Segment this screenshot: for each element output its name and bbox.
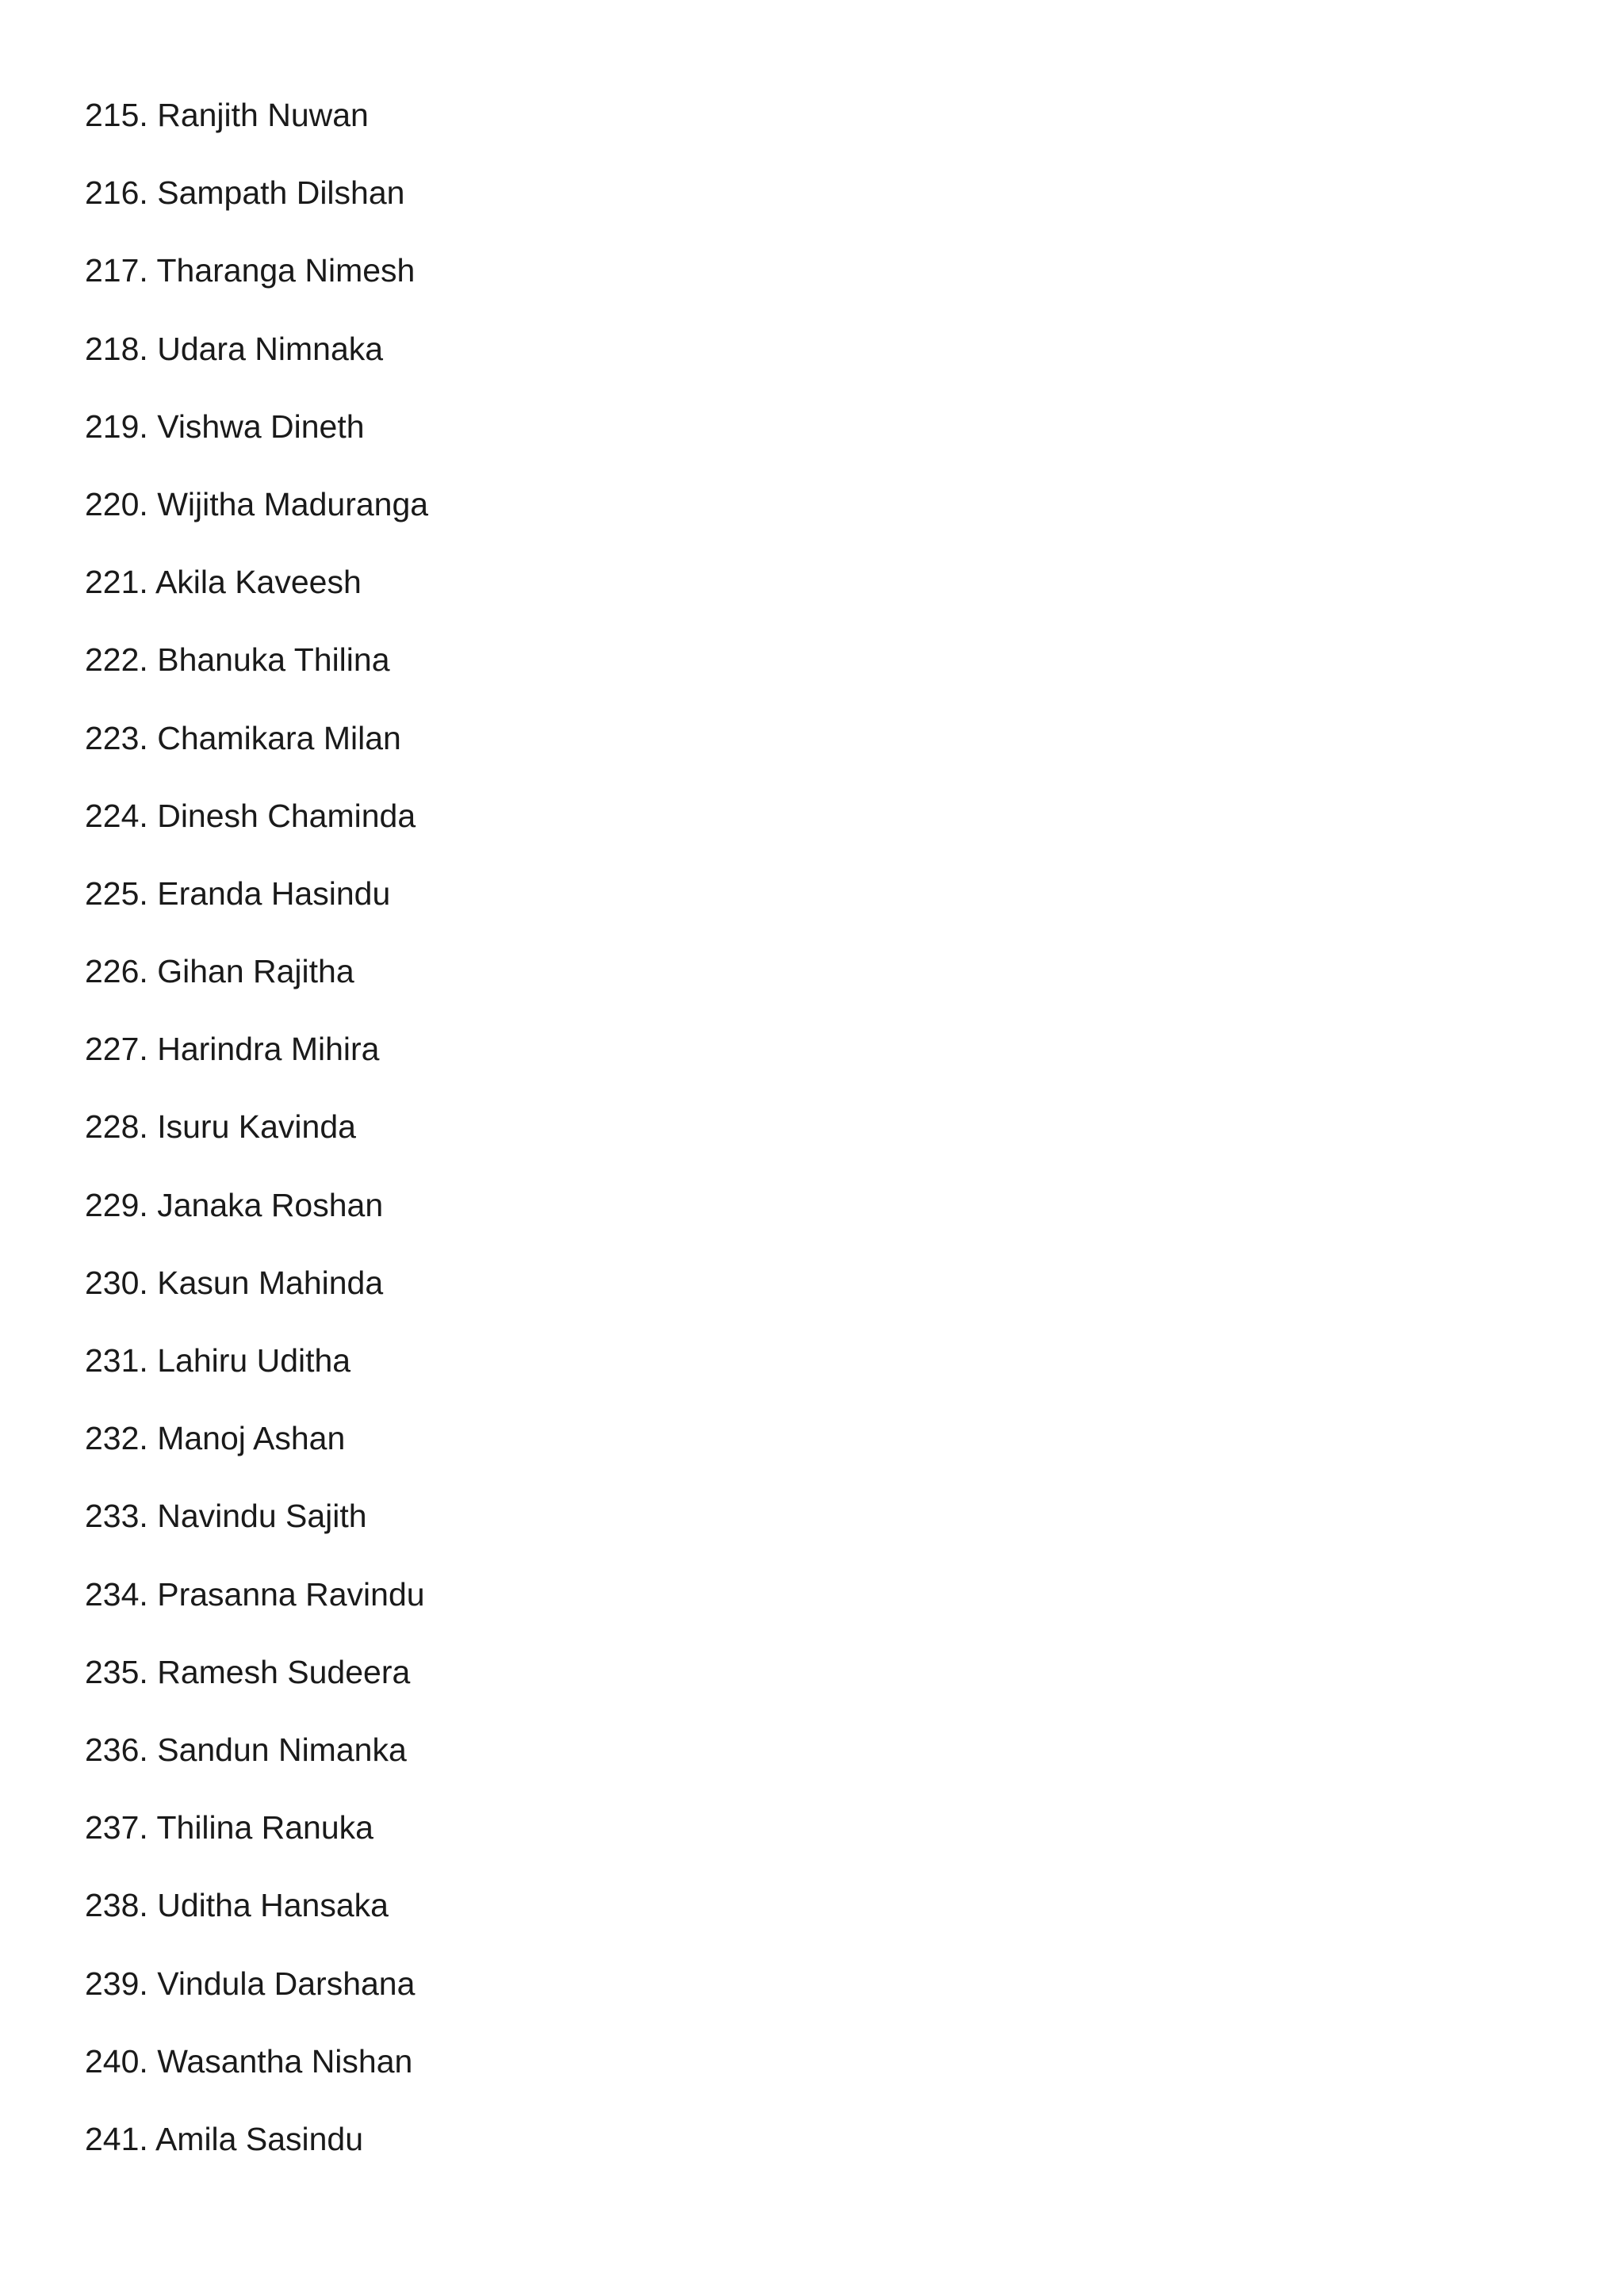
list-item-number: 223. — [85, 719, 148, 756]
list-item-number: 218. — [85, 330, 148, 367]
list-item — [85, 2032, 428, 2110]
list-item-name: Wijitha Maduranga — [157, 485, 429, 522]
list-item — [85, 1798, 428, 1876]
list-item — [85, 475, 428, 553]
list-item-name: Vindula Darshana — [157, 1965, 416, 2002]
list-item — [85, 86, 428, 163]
list-item — [85, 1409, 428, 1487]
list-item-number: 241. — [85, 2120, 148, 2157]
list-item-number: 222. — [85, 641, 148, 679]
list-item-number: 240. — [85, 2042, 148, 2080]
list-item-number: 235. — [85, 1653, 148, 1690]
list-item-number: 215. — [85, 97, 148, 133]
list-item — [85, 864, 428, 942]
list-item-number: 221. — [85, 564, 148, 601]
list-item-number: 217. — [85, 252, 148, 289]
list-item-number: 238. — [85, 1887, 148, 1924]
list-item-name: Amila Sasindu — [155, 2120, 364, 2157]
list-item-name: Isuru Kavinda — [157, 1108, 356, 1146]
list-item-name: Harindra Mihira — [157, 1031, 380, 1068]
list-item-name: Sandun Nimanka — [157, 1731, 407, 1768]
list-item-number: 232. — [85, 1420, 148, 1457]
list-item — [85, 942, 428, 1020]
list-item-number: 225. — [85, 874, 148, 912]
list-item-name: Manoj Ashan — [157, 1420, 346, 1457]
list-item-number: 236. — [85, 1731, 148, 1768]
list-item-name: Chamikara Milan — [157, 719, 401, 756]
list-item-number: 219. — [85, 408, 148, 445]
list-item — [85, 1097, 428, 1175]
list-item-number: 227. — [85, 1031, 148, 1068]
list-item-name: Eranda Hasindu — [157, 874, 391, 912]
list-item — [85, 397, 428, 475]
list-item-number: 230. — [85, 1264, 148, 1301]
list-item-name: Akila Kaveesh — [155, 564, 362, 601]
list-item-name: Sampath Dilshan — [157, 174, 405, 212]
list-item-number: 233. — [85, 1498, 148, 1535]
list-item-number: 216. — [85, 174, 148, 212]
list-item-name: Ramesh Sudeera — [157, 1653, 411, 1690]
list-item-name: Thilina Ranuka — [156, 1809, 373, 1846]
list-item-name: Lahiru Uditha — [157, 1342, 351, 1379]
list-item-number: 224. — [85, 797, 148, 834]
list-item-number: 239. — [85, 1965, 148, 2002]
list-item — [85, 1176, 428, 1253]
list-item-name: Prasanna Ravindu — [157, 1575, 425, 1613]
list-item-name: Vishwa Dineth — [157, 408, 365, 445]
list-item-name: Wasantha Nishan — [157, 2042, 413, 2080]
list-item — [85, 1565, 428, 1643]
list-item-name: Udara Nimnaka — [157, 330, 384, 367]
list-item — [85, 630, 428, 708]
list-item-number: 237. — [85, 1809, 148, 1846]
list-item — [85, 1020, 428, 1097]
list-item-name: Navindu Sajith — [157, 1498, 367, 1535]
list-item — [85, 1331, 428, 1409]
list-item — [85, 1253, 428, 1331]
list-item-name: Janaka Roshan — [157, 1186, 384, 1223]
name-list — [85, 86, 428, 2187]
list-item-name: Kasun Mahinda — [157, 1264, 384, 1301]
list-item — [85, 241, 428, 319]
list-item-name: Dinesh Chaminda — [157, 797, 416, 834]
list-item — [85, 1954, 428, 2032]
list-item — [85, 786, 428, 864]
list-item-number: 234. — [85, 1575, 148, 1613]
list-item-number: 228. — [85, 1108, 148, 1146]
list-item — [85, 553, 428, 630]
list-item-number: 220. — [85, 485, 148, 522]
list-item-name: Ranjith Nuwan — [157, 97, 369, 133]
list-item-number: 229. — [85, 1186, 148, 1223]
list-item-name: Tharanga Nimesh — [156, 252, 416, 289]
list-item-name: Bhanuka Thilina — [157, 641, 390, 679]
list-item-name: Uditha Hansaka — [157, 1887, 389, 1924]
list-item — [85, 2110, 428, 2187]
list-item-number: 226. — [85, 953, 148, 990]
list-item — [85, 1720, 428, 1798]
list-item — [85, 320, 428, 397]
list-item — [85, 1643, 428, 1720]
list-item-name: Gihan Rajitha — [157, 953, 354, 990]
list-item — [85, 163, 428, 241]
list-item — [85, 709, 428, 786]
list-item — [85, 1876, 428, 1954]
list-item — [85, 1487, 428, 1564]
list-item-number: 231. — [85, 1342, 148, 1379]
